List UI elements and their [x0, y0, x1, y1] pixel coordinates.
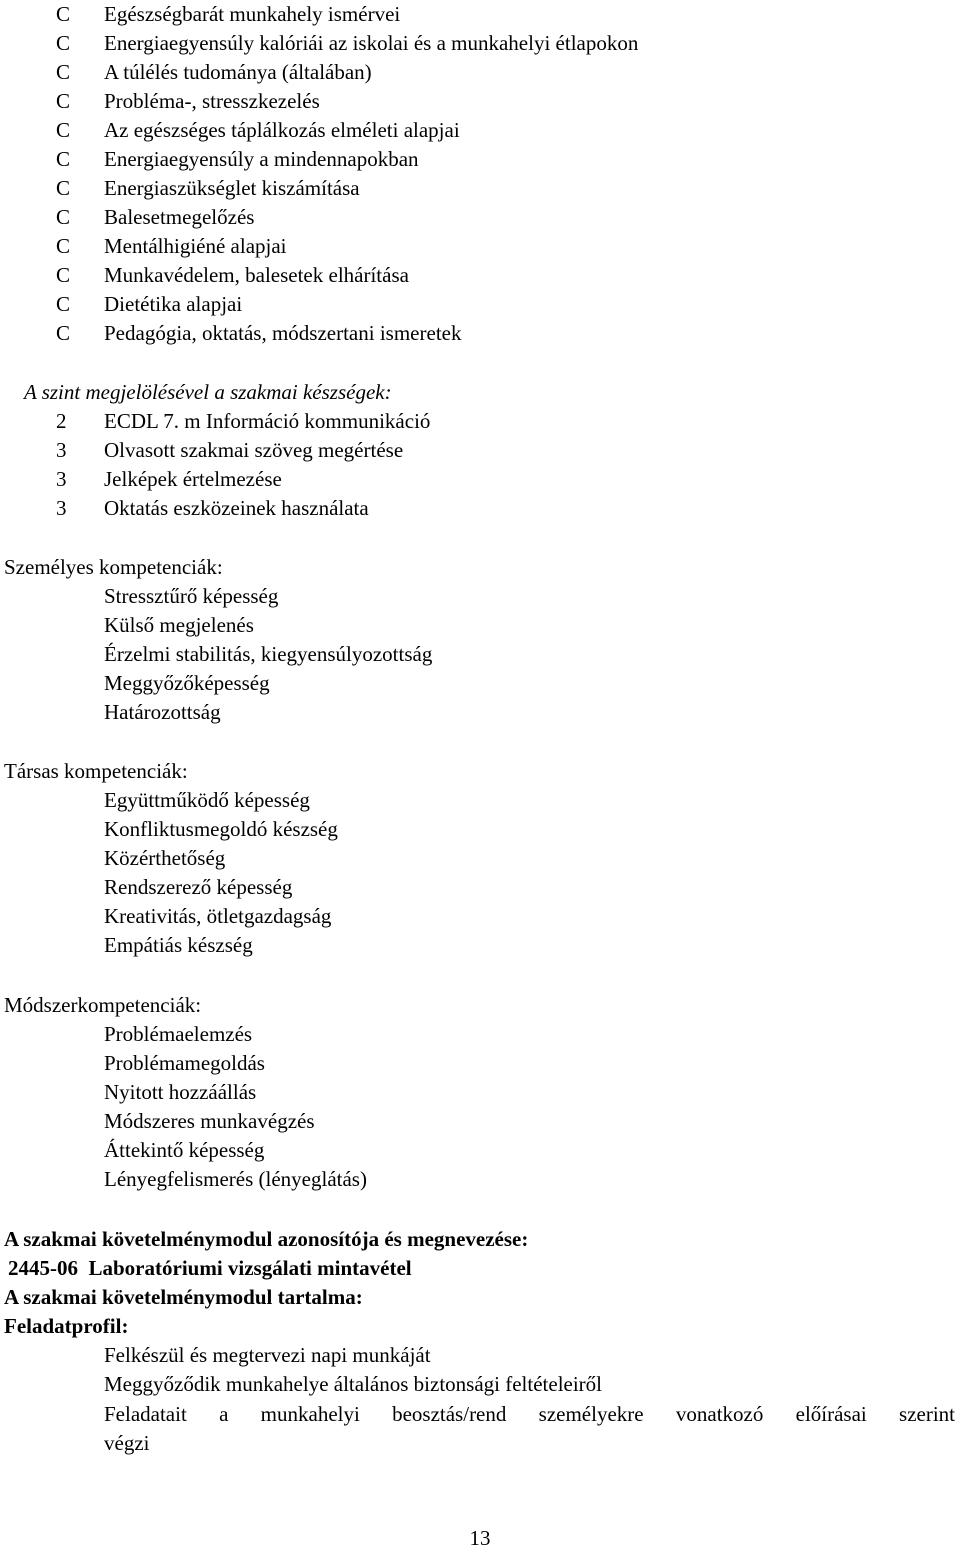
- page-number: 13: [469, 1526, 491, 1550]
- skill-level: 3: [56, 438, 67, 462]
- method-heading: Módszerkompetenciák:: [4, 993, 202, 1017]
- list-item: Jelképek értelmezése: [104, 467, 282, 491]
- list-item: Egészségbarát munkahely ismérvei: [104, 2, 401, 26]
- module-content-heading: A szakmai követelménymodul tartalma:: [4, 1285, 363, 1309]
- list-item: Áttekintő képesség: [104, 1138, 265, 1162]
- skill-level: 3: [56, 467, 67, 491]
- level-code: C: [56, 234, 71, 258]
- skills-heading: A szint megjelölésével a szakmai készségek:: [24, 380, 392, 404]
- task-item-continuation: végzi: [104, 1431, 150, 1455]
- list-item: Dietétika alapjai: [104, 292, 243, 316]
- level-code: C: [56, 31, 71, 55]
- level-code: C: [56, 2, 71, 26]
- list-item: A túlélés tudománya (általában): [104, 60, 372, 84]
- list-item: Kreativitás, ötletgazdagság: [104, 904, 332, 928]
- list-item: Energiaegyensúly a mindennapokban: [104, 147, 419, 171]
- list-item: Probléma-, stresszkezelés: [104, 89, 320, 113]
- skill-level: 2: [56, 409, 67, 433]
- personal-heading: Személyes kompetenciák:: [4, 555, 223, 579]
- level-code: C: [56, 60, 71, 84]
- list-item: Az egészséges táplálkozás elméleti alapjai: [104, 118, 460, 142]
- list-item: ECDL 7. m Információ kommunikáció: [104, 409, 431, 433]
- list-item: Érzelmi stabilitás, kiegyensúlyozottság: [104, 642, 433, 666]
- list-item: Konfliktusmegoldó készség: [104, 817, 338, 841]
- list-item: Mentálhigiéné alapjai: [104, 234, 287, 258]
- list-item: Meggyőzőképesség: [104, 671, 270, 695]
- list-item: Közérthetőség: [104, 846, 226, 870]
- list-item: Együttműködő képesség: [104, 788, 310, 812]
- level-code: C: [56, 292, 71, 316]
- list-item: Határozottság: [104, 700, 221, 724]
- list-item: Energiaegyensúly kalóriái az iskolai és a munkahelyi étlapokon: [104, 31, 639, 55]
- list-item: Problémamegoldás: [104, 1051, 265, 1075]
- list-item: Olvasott szakmai szöveg megértése: [104, 438, 404, 462]
- task-item: Meggyőződik munkahelye általános biztonsági feltételeiről: [104, 1372, 603, 1396]
- level-code: C: [56, 176, 71, 200]
- level-code: C: [56, 118, 71, 142]
- social-heading: Társas kompetenciák:: [4, 759, 188, 783]
- list-item: Pedagógia, oktatás, módszertani ismeretek: [104, 321, 462, 345]
- level-code: C: [56, 321, 71, 345]
- task-item: Feladatait a munkahelyi beosztás/rend személyekre vonatkozó előírásai szerint: [104, 1402, 955, 1426]
- profile-heading: Feladatprofil:: [4, 1314, 129, 1338]
- list-item: Külső megjelenés: [104, 613, 254, 637]
- level-code: C: [56, 147, 71, 171]
- module-id-heading: A szakmai követelménymodul azonosítója és megnevezése:: [4, 1227, 529, 1251]
- list-item: Módszeres munkavégzés: [104, 1109, 315, 1133]
- list-item: Rendszerező képesség: [104, 875, 293, 899]
- task-item: Felkészül és megtervezi napi munkáját: [104, 1343, 431, 1367]
- level-code: C: [56, 205, 71, 229]
- list-item: Lényegfelismerés (lényeglátás): [104, 1167, 367, 1191]
- skill-level: 3: [56, 496, 67, 520]
- module-id-line: 2445-06 Laboratóriumi vizsgálati mintavétel: [8, 1256, 412, 1280]
- list-item: Empátiás készség: [104, 933, 253, 957]
- list-item: Oktatás eszközeinek használata: [104, 496, 369, 520]
- list-item: Balesetmegelőzés: [104, 205, 255, 229]
- list-item: Munkavédelem, balesetek elhárítása: [104, 263, 409, 287]
- list-item: Stressztűrő képesség: [104, 584, 279, 608]
- list-item: Nyitott hozzáállás: [104, 1080, 257, 1104]
- list-item: Energiaszükséglet kiszámítása: [104, 176, 360, 200]
- level-code: C: [56, 263, 71, 287]
- level-code: C: [56, 89, 71, 113]
- list-item: Problémaelemzés: [104, 1022, 253, 1046]
